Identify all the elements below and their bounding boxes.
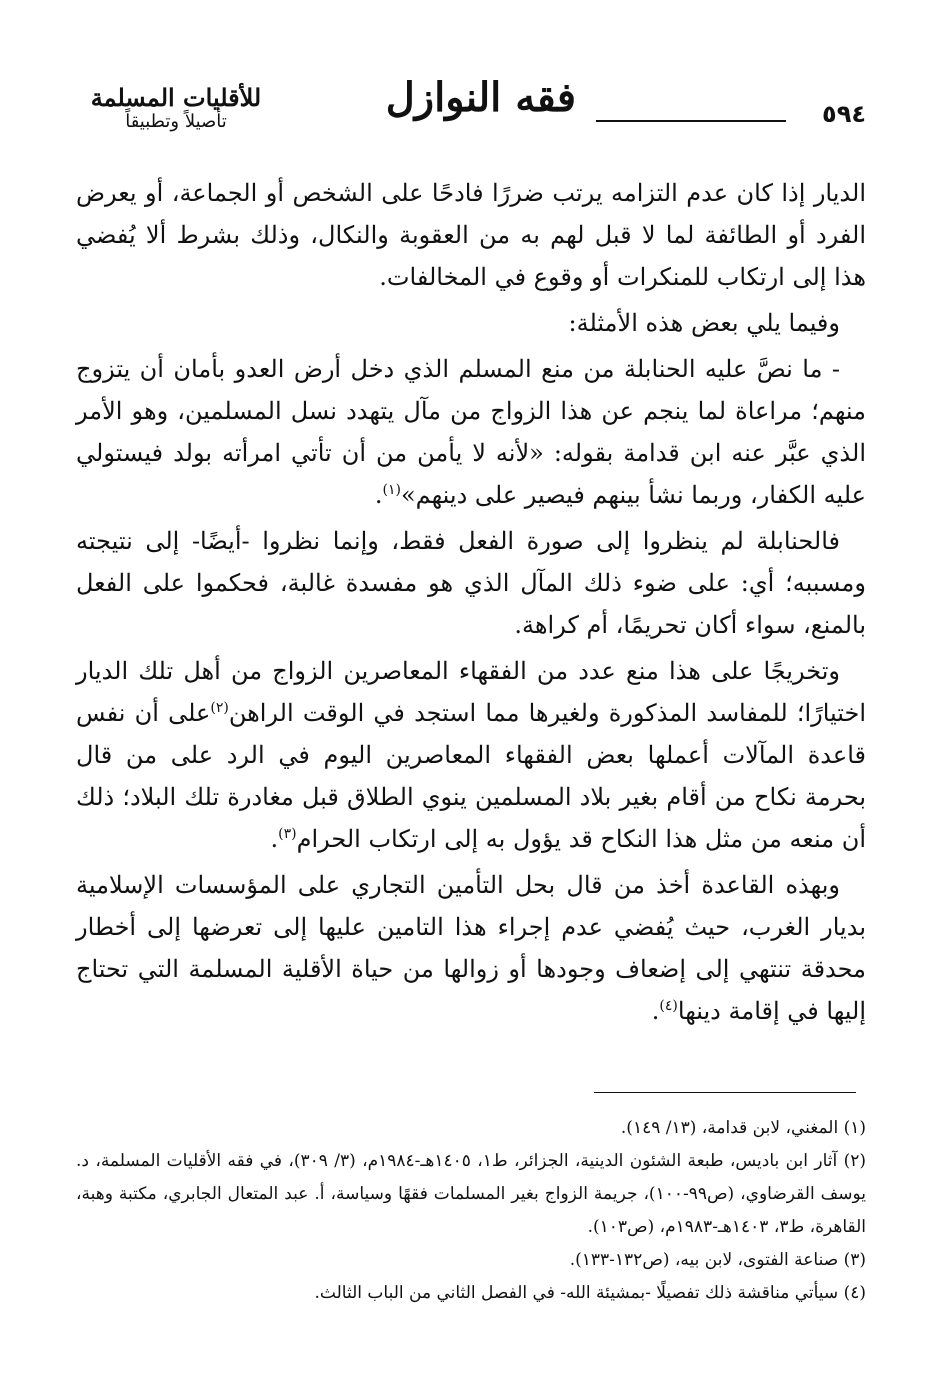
footnote-2: (٢) آثار ابن باديس، طبعة الشئون الدينية، الجزائر، ط١، ١٤٠٥هـ-١٩٨٤م، (٣/ ٣٠٩)، في فقه الأقليات المسلمة، د. يوسف القرضاوي، (ص٩٩-١٠٠)، جريمة الزواج بغير المسلمات فقهًا وسياسة، أ. عبد المتعال الجابري، مكتبة وهبة، القاهرة، ط٣، ١٤٠٣هـ-١٩٨٣م، (ص١٠٣). bbox=[76, 1151, 866, 1237]
paragraph-5 bbox=[76, 650, 866, 860]
paragraph-3-end: . bbox=[374, 481, 383, 509]
page-number: ٥٩٤ bbox=[822, 100, 866, 128]
footnote-4: (٤) سيأتي مناقشة ذلك تفصيلًا -بمشيئة الله- في الفصل الثاني من الباب الثالث. bbox=[314, 1283, 866, 1303]
book-subtitle-line-2: تأصيلاً وتطبيقاً bbox=[125, 110, 227, 132]
running-header bbox=[76, 70, 866, 150]
paragraph-5-end: . bbox=[270, 825, 279, 853]
paragraph-1: الديار إذا كان عدم التزامه يرتب ضررًا فادحًا على الشخص أو الجماعة، أو يعرض الفرد أو الطائفة لما لا قبل لهم به من العقوبة والنكال، وذلك بشرط ألا يُفضي هذا إلى ارتكاب للمنكرات أو وقوع في المخالفات. bbox=[76, 179, 867, 291]
paragraph-3-text: - ما نصَّ عليه الحنابلة من منع المسلم الذي دخل أرض العدو بأمان أن يتزوج منهم؛ مراعاة لما ينجم عن هذا الزواج من مآل يتهدد نسل المسلمين، وهو الأمر الذي عبَّر عنه ابن قدامة بقوله: «لأنه لا يأمن من أن تأتي امرأته بولد فيستولي عليه الكفار، وربما نشأ بينهم فيصير على دينهم» bbox=[76, 355, 866, 509]
paragraph-6 bbox=[76, 864, 866, 1032]
footnotes bbox=[76, 1112, 866, 1310]
main-text bbox=[76, 172, 866, 1032]
footnote-1: (١) المغني، لابن قدامة، (١٣/ ١٤٩). bbox=[620, 1118, 866, 1138]
footnote-ref-4[interactable]: (٤) bbox=[659, 998, 678, 1014]
footnote-ref-3[interactable]: (٣) bbox=[278, 826, 297, 842]
book-subtitle-line-1: للأقليات المسلمة bbox=[90, 83, 262, 112]
header-rule bbox=[596, 120, 786, 122]
paragraph-3 bbox=[76, 348, 866, 516]
footnote-ref-1[interactable]: (١) bbox=[382, 482, 401, 498]
paragraph-5-text-b: على أن نفس قاعدة المآلات أعملها بعض الفقهاء المعاصرين اليوم في الرد على من قال بحرمة نكاح من أقام بغير بلاد المسلمين ينوي الطلاق قبل مغادرة تلك البلاد؛ ذلك أن منعه من مثل هذا النكاح قد يؤول به إلى ارتكاب الحرام bbox=[76, 699, 866, 853]
book-title: فقه النوازل bbox=[385, 74, 576, 121]
paragraph-4: فالحنابلة لم ينظروا إلى صورة الفعل فقط، وإنما نظروا -أيضًا- إلى نتيجته ومسببه؛ أي: على ضوء ذلك المآل الذي هو مفسدة غالبة، فحكموا على الفعل بالمنع، سواء أكان تحريمًا، أم كراهة. bbox=[76, 527, 866, 639]
book-subtitle bbox=[76, 84, 276, 132]
paragraph-5-text-a: وتخريجًا على هذا منع عدد من الفقهاء المعاصرين الزواج من أهل تلك الديار اختيارًا؛ للمفاسد المذكورة ولغيرها مما استجد في الوقت الراهن bbox=[76, 657, 867, 727]
paragraph-6-end: . bbox=[651, 997, 660, 1025]
footnote-3: (٣) صناعة الفتوى، لابن بيه، (ص١٣٢-١٣٣). bbox=[569, 1250, 866, 1270]
paragraph-6-text: وبهذه القاعدة أخذ من قال بحل التأمين التجاري على المؤسسات الإسلامية بديار الغرب، حيث يُفضي عدم إجراء هذا التامين عليها إلى تعرضها إلى أخطار محدقة تنتهي إلى إضعاف وجودها أو زوالها من حياة الأقلية المسلمة التي تحتاج إليها في إقامة دينها bbox=[76, 871, 866, 1025]
footnote-separator bbox=[594, 1092, 856, 1093]
paragraph-2: وفيما يلي بعض هذه الأمثلة: bbox=[568, 309, 840, 337]
footnote-ref-2[interactable]: (٢) bbox=[210, 700, 229, 716]
